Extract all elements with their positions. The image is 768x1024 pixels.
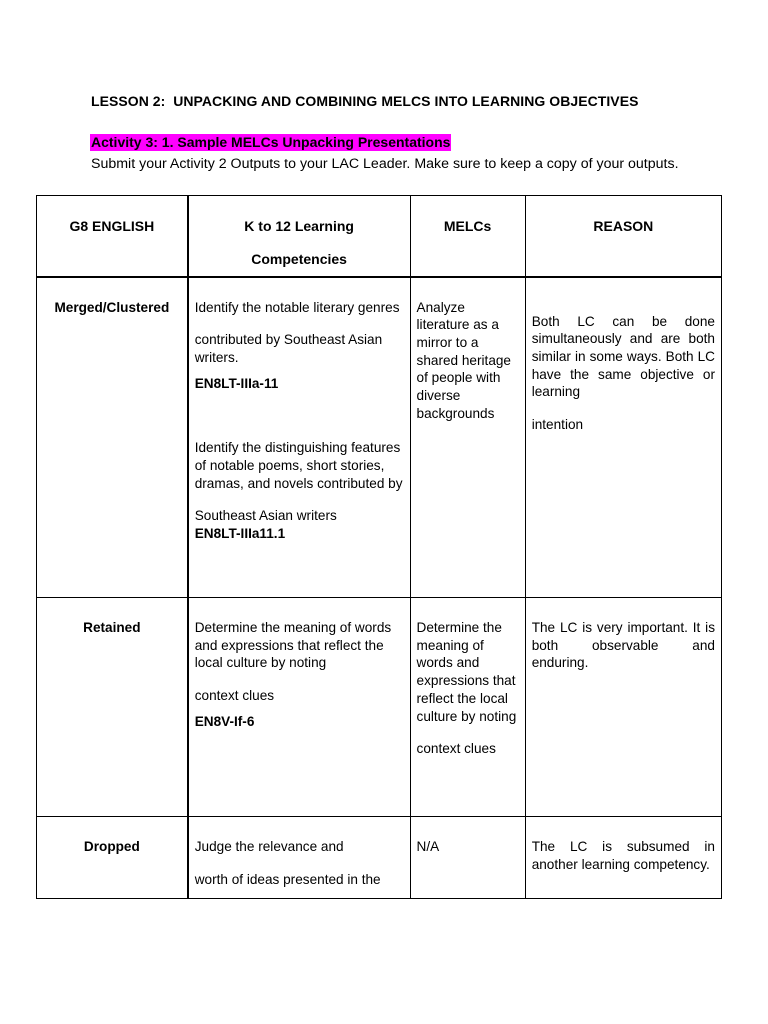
table-row-dropped [37, 817, 722, 899]
reason-cell [525, 817, 721, 899]
lc-cell [188, 277, 410, 598]
header-reason: REASON [525, 196, 721, 277]
lesson-title: LESSON 2: UNPACKING AND COMBINING MELCS INTO LEARNING OBJECTIVES [91, 93, 639, 109]
melc-cell [410, 598, 525, 817]
table-header-row [37, 196, 722, 277]
reason-cell [525, 598, 721, 817]
melc-text: Determine the meaning of words and expressions that reflect the local culture by noting [416, 620, 517, 724]
melc-text: Analyze literature as a mirror to a shared heritage of people with diverse backgrounds [416, 299, 511, 421]
category-cell: Merged/Clustered [37, 277, 188, 598]
reason-text: intention [531, 417, 584, 433]
lc-code: EN8LT-IIIa-11 [194, 375, 279, 391]
table-row-merged-clustered [37, 277, 722, 598]
header-k12-line1: K to 12 Learning [244, 218, 354, 234]
lc-cell [188, 598, 410, 817]
header-k12-learning-competencies [188, 196, 410, 277]
activity-heading: Activity 3: 1. Sample MELCs Unpacking Presentations [91, 134, 451, 150]
melc-text: context clues [416, 741, 496, 757]
lc-text: contributed by Southeast Asian writers. [194, 332, 383, 365]
lc-text: Determine the meaning of words and expressions that reflect the local culture by noting [194, 620, 392, 671]
competency-table [36, 195, 722, 899]
lc-text: context clues [194, 688, 275, 704]
header-k12-line2: Competencies [251, 250, 347, 267]
lc-text: Identify the distinguishing features of notable poems, short stories, dramas, and novels contributed by [194, 440, 403, 491]
header-g8-english: G8 ENGLISH [37, 196, 188, 277]
instructions-text: Submit your Activity 2 Outputs to your LAC Leader. Make sure to keep a copy of your outputs. [91, 156, 679, 172]
melc-text: N/A [416, 839, 440, 854]
reason-text: Both LC can be done simultaneously and are both similar in some ways. Both LC have the same objective or learning [531, 313, 715, 400]
melc-cell [410, 817, 525, 899]
reason-cell [525, 277, 721, 598]
reason-text: The LC is very important. It is both observable and enduring. [531, 620, 715, 671]
lc-text: Identify the notable literary genres [194, 299, 400, 315]
category-cell: Dropped [37, 817, 188, 899]
melc-cell [410, 277, 525, 598]
table-row-retained [37, 598, 722, 817]
lc-code: EN8V-If-6 [194, 713, 255, 729]
lc-code: EN8LT-IIIa11.1 [194, 526, 286, 542]
lc-text: Southeast Asian writers [194, 508, 337, 524]
lc-text: worth of ideas presented in the [194, 871, 381, 887]
lc-text: Judge the relevance and [194, 839, 344, 854]
header-melcs: MELCs [410, 196, 525, 277]
lc-cell [188, 817, 410, 899]
reason-text: The LC is subsumed in another learning competency. [531, 839, 715, 872]
category-cell: Retained [37, 598, 188, 817]
